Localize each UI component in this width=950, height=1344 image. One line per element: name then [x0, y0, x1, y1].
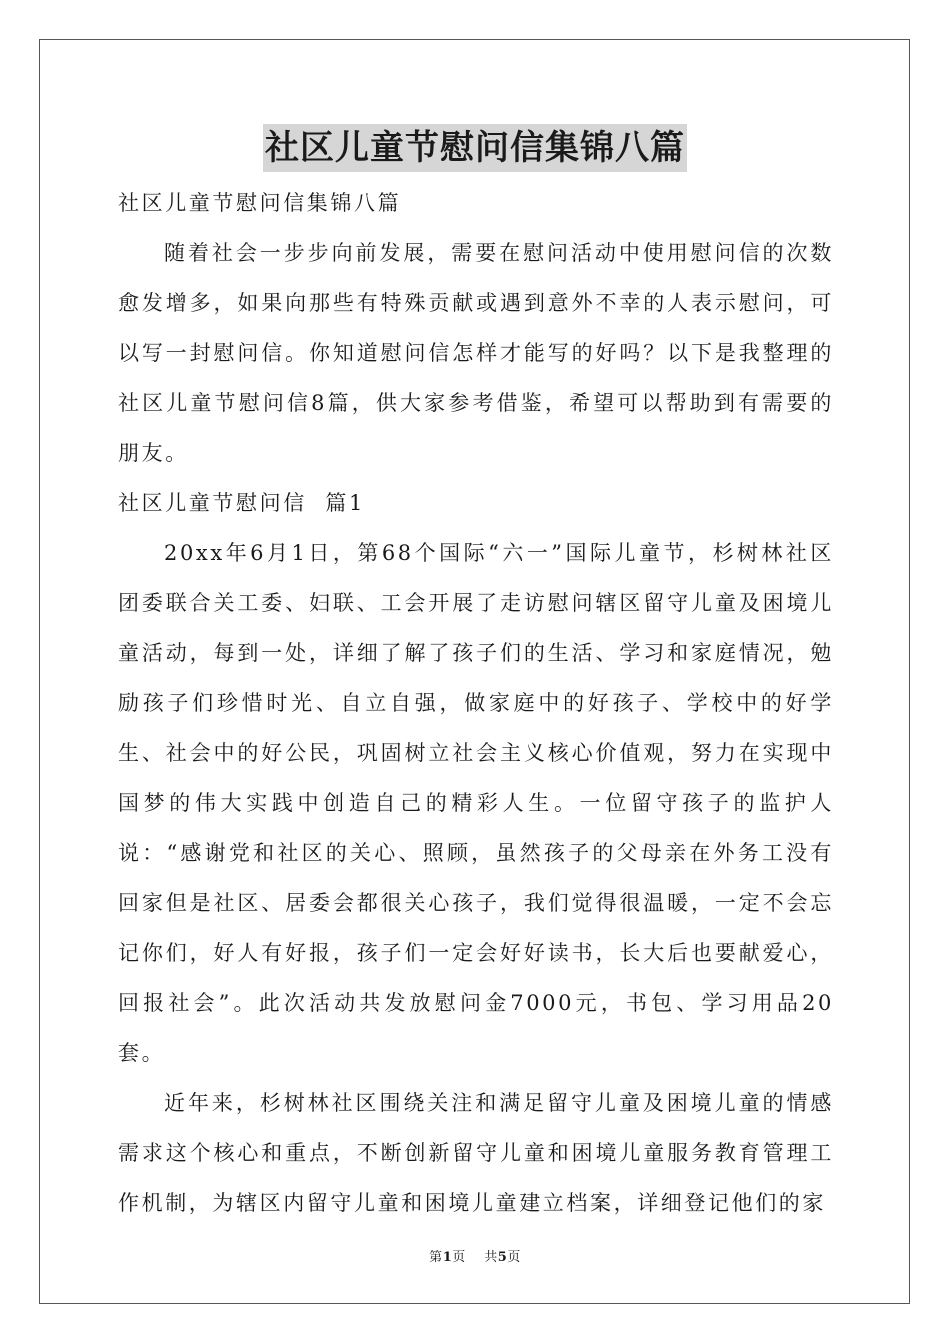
document-subtitle: 社区儿童节慰问信集锦八篇 [118, 191, 402, 215]
section-heading: 社区儿童节慰问信 篇1 [118, 491, 365, 515]
intro-paragraph: 随着社会一步步向前发展，需要在慰问活动中使用慰问信的次数愈发增多，如果向那些有特殊贡献或遇到意外不幸的人表示慰问，可以写一封慰问信。你知道慰问信怎样才能写的好吗？以下是我整理的社区儿童节慰问信8篇，供大家参考借鉴，希望可以帮助到有需要的朋友。 [118, 241, 834, 465]
footer-page-mid: 页 共 [452, 1250, 498, 1265]
footer-page-suffix: 页 [507, 1250, 521, 1265]
footer-page-total: 5 [497, 1250, 508, 1265]
document-title: 社区儿童节慰问信集锦八篇 [263, 124, 687, 172]
body-paragraph-1: 20xx年6月1日，第68个国际“六一”国际儿童节，杉树林社区团委联合关工委、妇联、工会开展了走访慰问辖区留守儿童及困境儿童活动，每到一处，详细了解了孩子们的生活、学习和家庭情况，勉励孩子们珍惜时光、自立自强，做家庭中的好孩子、学校中的好学生、社会中的好公民，巩固树立社会主义核心价值观，努力在实现中国梦的伟大实践中创造自己的精彩人生。一位留守孩子的监护人说：“感谢党和社区的关心、照顾，虽然孩子的父母亲在外务工没有回家但是社区、居委会都很关心孩子，我们觉得很温暖，一定不会忘记你们，好人有好报，孩子们一定会好好读书，长大后也要献爱心，回报社会”。此次活动共发放慰问金7000元，书包、学习用品20套。 [118, 541, 834, 1065]
body-paragraph-2: 近年来，杉树林社区围绕关注和满足留守儿童及困境儿童的情感需求这个核心和重点，不断创新留守儿童和困境儿童服务教育管理工作机制，为辖区内留守儿童和困境儿童建立档案，详细登记他们的家 [118, 1091, 834, 1215]
document-body [118, 178, 834, 1228]
page-footer [0, 1246, 950, 1265]
footer-page-prefix: 第 [429, 1250, 443, 1265]
title-container [0, 124, 950, 172]
footer-page-current: 1 [442, 1250, 453, 1265]
